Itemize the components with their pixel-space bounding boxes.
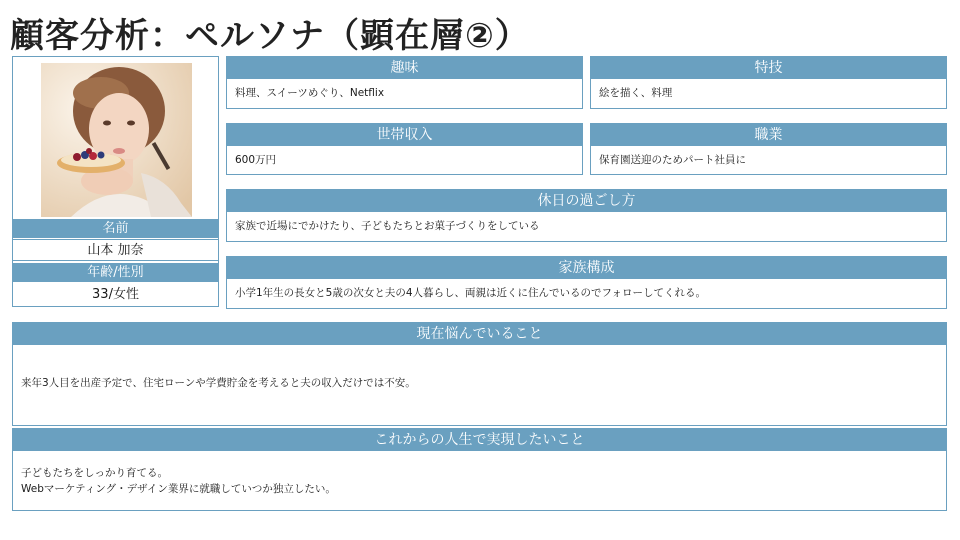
income-section bbox=[226, 123, 583, 175]
page-title: 顧客分析：ペルソナ（顕在層②） bbox=[10, 16, 530, 56]
income-label: 世帯収入 bbox=[227, 124, 582, 146]
goal-line-2: Webマーケティング・デザイン業界に就職していつか独立したい。 bbox=[21, 483, 336, 495]
skill-section bbox=[590, 56, 947, 109]
family-section bbox=[226, 256, 947, 309]
persona-photo bbox=[41, 63, 192, 217]
job-value: 保育園送迎のためパート社員に bbox=[599, 154, 746, 166]
family-label: 家族構成 bbox=[227, 257, 946, 279]
age-gender-value: 33/女性 bbox=[92, 287, 139, 302]
job-label: 職業 bbox=[591, 124, 946, 146]
profile-card bbox=[12, 56, 219, 307]
worry-value: 来年3人目を出産予定で、住宅ローンや学費貯金を考えると夫の収入だけでは不安。 bbox=[21, 377, 416, 389]
persona-photo-illustration bbox=[41, 63, 192, 217]
age-gender-label: 年齢/性別 bbox=[13, 263, 218, 282]
family-value: 小学1年生の長女と5歳の次女と夫の4人暮らし、両親は近くに住んでいるのでフォローしてくれる。 bbox=[235, 287, 707, 299]
worry-section bbox=[12, 322, 947, 426]
hobby-label: 趣味 bbox=[227, 57, 582, 79]
job-section bbox=[590, 123, 947, 175]
holiday-label: 休日の過ごし方 bbox=[227, 190, 946, 212]
hobby-value: 料理、スイーツめぐり、Netflix bbox=[235, 87, 385, 99]
worry-label: 現在悩んでいること bbox=[13, 323, 946, 345]
goal-section bbox=[12, 428, 947, 511]
holiday-section bbox=[226, 189, 947, 242]
name-value: 山本 加奈 bbox=[13, 239, 218, 261]
goal-label: これからの人生で実現したいこと bbox=[13, 429, 946, 451]
income-value: 600万円 bbox=[235, 154, 277, 166]
hobby-section bbox=[226, 56, 583, 109]
skill-label: 特技 bbox=[591, 57, 946, 79]
goal-line-1: 子どもたちをしっかり育てる。 bbox=[21, 467, 168, 479]
skill-value: 絵を描く、料理 bbox=[599, 87, 673, 99]
holiday-value: 家族で近場にでかけたり、子どもたちとお菓子づくりをしている bbox=[235, 220, 540, 232]
name-label: 名前 bbox=[13, 219, 218, 238]
